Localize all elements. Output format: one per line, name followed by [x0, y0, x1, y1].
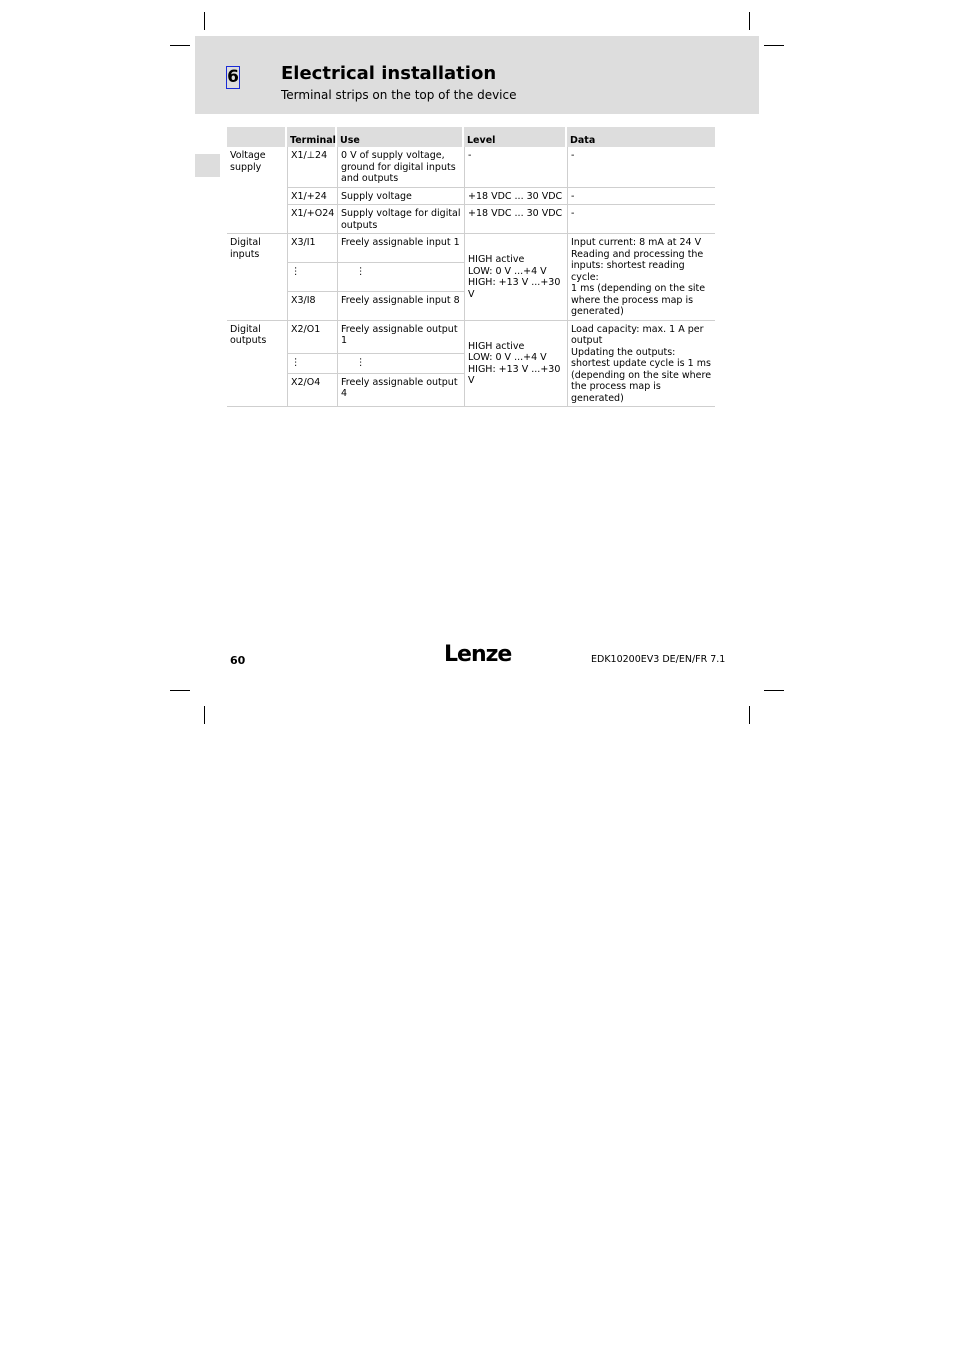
level-cell: +18 VDC ... 30 VDC: [464, 188, 567, 206]
data-line: generated): [571, 306, 624, 317]
table-row: [227, 321, 715, 354]
group-label-line: Voltage: [230, 150, 266, 161]
data-line: Reading and processing the: [571, 248, 704, 260]
table-row: [227, 234, 715, 263]
group-label-digital-inputs: [227, 234, 287, 321]
data-line: Updating the outputs:: [571, 346, 676, 358]
crop-mark: [749, 12, 750, 30]
use-line: 0 V of supply voltage,: [341, 150, 445, 161]
level-line: HIGH: +13 V ...+30 V: [468, 277, 561, 300]
terminal-cell: X1/+24: [287, 188, 337, 206]
use-line: and outputs: [341, 173, 399, 184]
crop-mark: [170, 690, 190, 691]
group-label-line: outputs: [230, 335, 267, 346]
chapter-number-link[interactable]: 6: [227, 67, 239, 87]
use-line: ground for digital inputs: [341, 161, 456, 173]
data-line: 1 ms (depending on the site: [571, 283, 706, 294]
use-cell: [337, 374, 464, 407]
terminal-cell: X2/O4: [287, 374, 337, 407]
page-title: Electrical installation: [281, 63, 497, 84]
terminal-cell: X1/⊥24: [287, 147, 337, 188]
data-line: (depending on the site where: [571, 369, 712, 381]
terminal-cell: X3/I8: [287, 292, 337, 321]
level-cell: [464, 321, 567, 408]
use-cell-ellipsis: [337, 354, 464, 374]
crop-mark: [204, 706, 205, 724]
vertical-ellipsis: ⋮: [356, 356, 366, 368]
data-line: shortest update cycle is 1 ms: [571, 358, 711, 369]
use-line: 4: [341, 388, 348, 400]
use-cell: [337, 147, 464, 188]
group-label-digital-outputs: [227, 321, 287, 408]
group-label-line: Digital: [230, 323, 261, 335]
group-label-voltage-supply: [227, 147, 287, 234]
use-cell: [337, 188, 464, 206]
level-line: HIGH active: [468, 254, 525, 266]
level-cell: +18 VDC ... 30 VDC: [464, 205, 567, 234]
page-subtitle: Terminal strips on the top of the device: [281, 88, 517, 102]
level-line: LOW: 0 V ...+4 V: [468, 352, 547, 364]
terminal-cell-ellipsis: [287, 263, 337, 292]
use-line: Freely assignable output: [341, 376, 458, 388]
group-label-line: supply: [230, 161, 262, 173]
table-header-row: [227, 127, 715, 147]
column-header-data: Data: [567, 127, 715, 147]
use-line: 1: [341, 335, 348, 346]
group-label-line: inputs: [230, 248, 260, 260]
terminal-cell: X2/O1: [287, 321, 337, 354]
use-line: Freely assignable output: [341, 323, 458, 335]
column-header-use: Use: [337, 127, 464, 147]
use-line: outputs: [341, 219, 378, 231]
side-tab-marker: [195, 154, 220, 177]
terminal-cell-ellipsis: [287, 354, 337, 374]
terminal-cell: X3/I1: [287, 234, 337, 263]
data-cell: -: [567, 147, 715, 188]
vertical-ellipsis: ⋮: [291, 265, 301, 277]
data-line: where the process map is: [571, 294, 694, 306]
level-line: HIGH active: [468, 340, 525, 352]
data-line: Load capacity: max. 1 A per: [571, 323, 704, 335]
table-row: [227, 188, 715, 206]
column-header-group: [227, 127, 287, 147]
data-line: inputs: shortest reading cycle:: [571, 260, 685, 283]
use-cell: [337, 205, 464, 234]
terminal-table: [227, 127, 715, 407]
terminal-cell: X1/+O24: [287, 205, 337, 234]
use-line: Supply voltage for digital: [341, 208, 461, 219]
column-header-level: Level: [464, 127, 567, 147]
level-cell: [464, 234, 567, 321]
crop-mark: [170, 45, 190, 46]
level-line: HIGH: +13 V ...+30 V: [468, 363, 561, 387]
data-line: the process map is generated): [571, 381, 661, 404]
data-cell: [567, 321, 715, 408]
use-cell: Freely assignable input 1: [337, 234, 464, 263]
use-cell-ellipsis: [337, 263, 464, 292]
use-cell: [337, 321, 464, 354]
page-number: 60: [230, 654, 246, 667]
column-header-terminal: Terminal: [287, 127, 337, 147]
group-label-line: Digital: [230, 237, 261, 248]
use-cell: Freely assignable input 8: [337, 292, 464, 321]
lenze-logo: Lenze: [444, 642, 512, 667]
table-row: [227, 205, 715, 234]
data-line: Input current: 8 mA at 24 V: [571, 237, 702, 248]
vertical-ellipsis: ⋮: [291, 356, 301, 368]
data-cell: -: [567, 205, 715, 234]
table-row: [227, 147, 715, 188]
data-cell: [567, 234, 715, 321]
use-line: Supply voltage: [341, 190, 412, 202]
level-line: LOW: 0 V ...+4 V: [468, 265, 547, 277]
crop-mark: [204, 12, 205, 30]
level-cell: -: [464, 147, 567, 188]
data-line: output: [571, 335, 603, 346]
crop-mark: [764, 690, 784, 691]
document-id: EDK10200EV3 DE/EN/FR 7.1: [591, 654, 726, 665]
crop-mark: [749, 706, 750, 724]
vertical-ellipsis: ⋮: [356, 265, 366, 277]
data-cell: -: [567, 188, 715, 206]
crop-mark: [764, 45, 784, 46]
